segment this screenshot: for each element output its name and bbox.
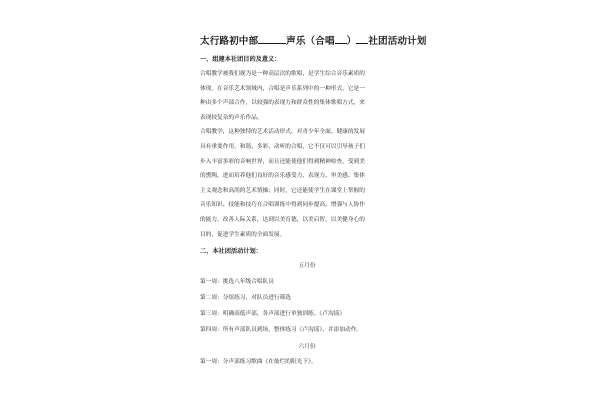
text-line: 的熏陶，进而培养他们良好的音乐感受力、表现力、审美感、集体 <box>200 173 365 180</box>
week-item: 第二周：分组练习，对队员进行筛选 <box>200 294 291 301</box>
document-content <box>200 34 427 370</box>
paragraph-purpose-1 <box>200 67 414 125</box>
text-line: 主义观念和高尚的艺术情操；同时，它还能使学生在课堂上掌握的 <box>200 187 365 194</box>
text-line: 音乐知识、技能和技巧在合唱训练中得到同步提高，增强与人协作 <box>200 202 365 209</box>
title-plan: 社团活动计划 <box>368 36 427 47</box>
week-item: 第一周：分声部练习歌曲《在灿烂的阳光下》。 <box>200 359 317 366</box>
text-line: 步入丰富多彩的音响世界，而且还能使他们得到精神检查，受到美 <box>200 158 365 165</box>
title-close-paren: ） <box>346 36 357 47</box>
section-heading-plan: 二、本社团活动计划： <box>200 248 262 256</box>
paragraph-purpose-2 <box>200 125 414 242</box>
title-school: 太行路初中部 <box>200 36 259 47</box>
title-blank-1 <box>258 34 286 44</box>
text-line: 的能力，改善人际关系，达到以美育德，以美启智，以美健身心的 <box>200 216 365 223</box>
text-line: 体现。在音乐艺术领域内，合唱是声乐系列中的一种形式，它是一 <box>200 85 365 92</box>
text-line: 合唱教学，这种独特的艺术活动形式，对青少年全面、健康的发展 <box>200 129 365 136</box>
text-line: 具有重要作用。和谐、多彩、动听的合唱，它不仅可以引导孩子们 <box>200 143 365 150</box>
title-club-type: 声乐（合唱 <box>286 36 335 47</box>
document-title <box>200 34 427 48</box>
week-item: 第一周：挑选八年级合唱队员 <box>200 278 274 285</box>
text-line: 合唱教学被我们视为是一种高层次的歌唱，是学生综合音乐素质的 <box>200 71 365 77</box>
week-item: 第四周：所有声部队员到场，整体练习《卢沟谣》，并添加动作。 <box>200 326 363 333</box>
text-line: 目的，促进学生素质的全面发展。 <box>200 231 286 238</box>
section-heading-purpose: 一、组建本社团目的及意义： <box>200 56 281 63</box>
month-heading-june: 六月份 <box>298 343 316 350</box>
title-blank-2 <box>335 34 347 44</box>
month-heading-may: 五月份 <box>298 263 316 270</box>
text-line: 表现较复杂的声乐作品。 <box>200 114 263 121</box>
text-line: 种由多个声部合作，以较强的表现力和群众性的集体歌唱方式，来 <box>200 100 365 107</box>
title-blank-3 <box>356 34 368 44</box>
week-item: 第三周：明确高低声部，各声部进行单独训练。《卢沟谣》 <box>200 310 346 317</box>
